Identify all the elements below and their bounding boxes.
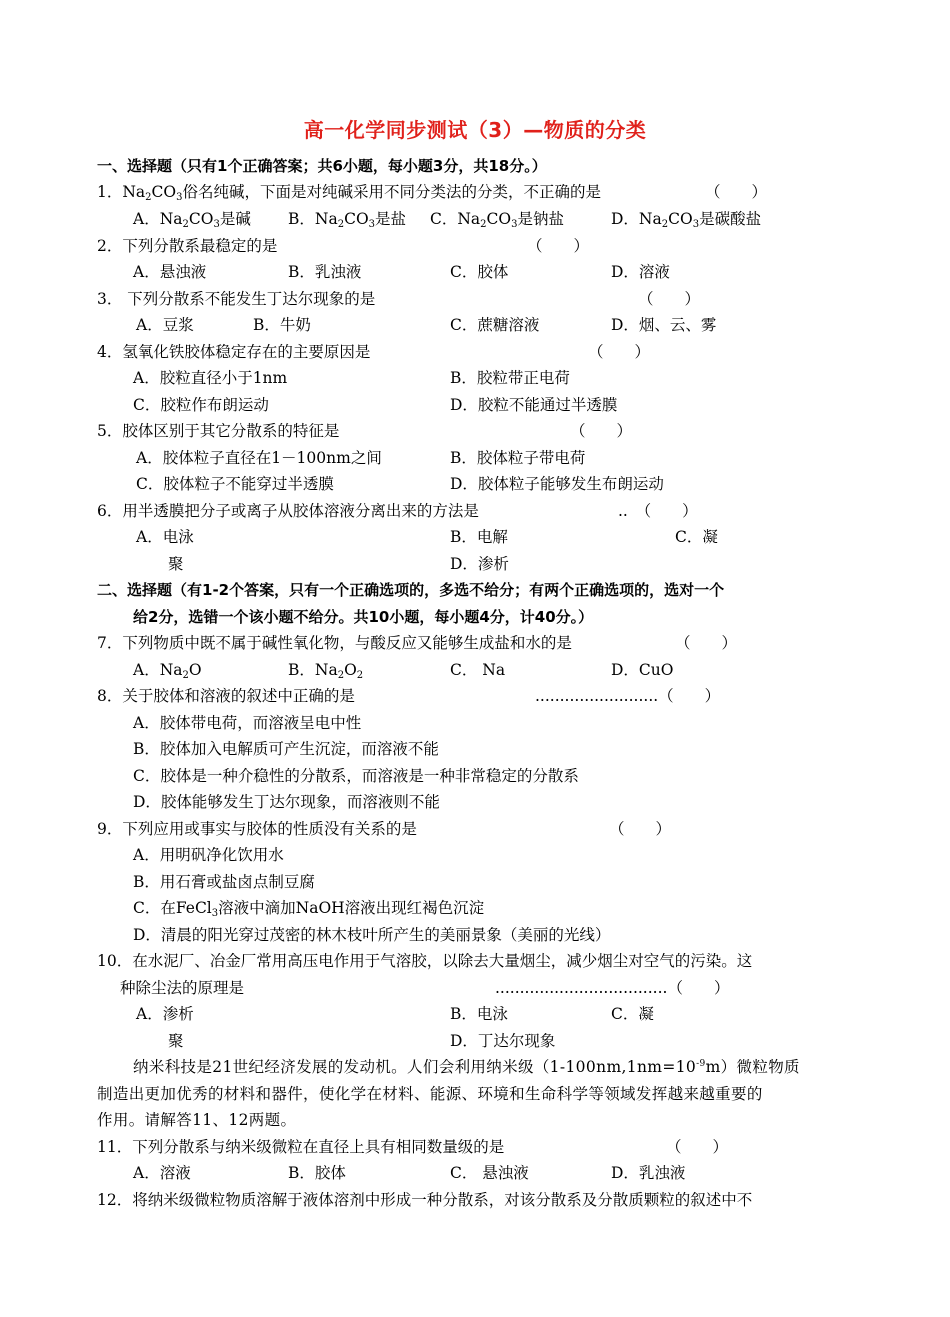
- question-2-option-d: D．溶液: [611, 263, 670, 281]
- question-7-option-b: B．$Na_2O_2$: [288, 661, 364, 681]
- question-4-option-a: A．胶粒直径小于1nm: [133, 369, 288, 387]
- question-11-answer-bracket: （ ）: [666, 1138, 729, 1156]
- question-5-answer-bracket: （ ）: [570, 422, 633, 440]
- question-11-stem: 11．下列分散系与纳米级微粒在直径上具有相同数量级的是: [97, 1138, 505, 1156]
- question-1-option-b: B．$Na_2CO_3$是盐: [288, 210, 407, 230]
- question-6-option-c-continued: 聚: [168, 555, 184, 573]
- section-2-header-line-2: 给2分，选错一个该小题不给分。共10小题，每小题4分，计40分。）: [133, 608, 594, 626]
- question-7-stem: 7．下列物质中既不属于碱性氧化物，与酸反应又能够生成盐和水的是: [97, 634, 572, 652]
- question-9-option-a: A．用明矾净化饮用水: [133, 846, 284, 864]
- question-3-option-c: C．蔗糖溶液: [450, 316, 540, 334]
- question-5-option-a: A．胶体粒子直径在1－100nm之间: [136, 449, 382, 467]
- question-5-option-c: C．胶体粒子不能穿过半透膜: [136, 475, 334, 493]
- question-1-stem: 1．$Na_2CO_3$俗名纯碱，下面是对纯碱采用不同分类法的分类，不正确的是: [97, 183, 602, 203]
- nano-paragraph-line-3: 作用。请解答11、12两题。: [97, 1111, 297, 1129]
- question-4-option-b: B．胶粒带正电荷: [450, 369, 570, 387]
- question-4-answer-bracket: （ ）: [588, 343, 651, 361]
- question-7-answer-bracket: （ ）: [675, 634, 738, 652]
- question-9-stem: 9．下列应用或事实与胶体的性质没有关系的是: [97, 820, 417, 838]
- question-3-answer-bracket: （ ）: [638, 290, 701, 308]
- question-1-option-c: C．$Na_2CO_3$是钠盐: [430, 210, 565, 230]
- question-8-stem: 8．关于胶体和溶液的叙述中正确的是: [97, 687, 355, 705]
- section-1-header: 一、选择题（只有1个正确答案；共6小题，每小题3分，共18分。）: [97, 157, 547, 175]
- question-6-stem: 6．用半透膜把分子或离子从胶体溶液分离出来的方法是: [97, 502, 479, 520]
- question-1-answer-bracket: （ ）: [705, 183, 768, 201]
- question-2-option-b: B．乳浊液: [288, 263, 362, 281]
- question-7-option-c: C． Na: [450, 661, 506, 679]
- question-11-option-b: B．胶体: [288, 1164, 346, 1182]
- question-10-option-b: B．电泳: [450, 1005, 508, 1023]
- section-2-header-line-1: 二、选择题（有1-2个答案，只有一个正确选项的，多选不给分；有两个正确选项的，选对一个: [97, 581, 725, 599]
- question-6-option-c: C．凝: [675, 528, 718, 546]
- page-title: 高一化学同步测试（3）—物质的分类: [303, 118, 647, 142]
- question-3-option-b: B．牛奶: [253, 316, 311, 334]
- question-3-stem: 3． 下列分散系不能发生丁达尔现象的是: [97, 290, 376, 308]
- question-10-stem-line-2: 种除尘法的原理是: [120, 979, 245, 997]
- question-6-option-d: D．渗析: [450, 555, 509, 573]
- question-10-option-d: D．丁达尔现象: [450, 1032, 556, 1050]
- question-1-option-a: A．$Na_2CO_3$是碱: [133, 210, 251, 230]
- question-10-answer-bracket: ...................................（ ）: [495, 979, 730, 997]
- question-4-option-d: D．胶粒不能通过半透膜: [450, 396, 618, 414]
- question-2-stem: 2．下列分散系最稳定的是: [97, 237, 278, 255]
- question-2-option-c: C．胶体: [450, 263, 509, 281]
- question-6-option-a: A．电泳: [136, 528, 194, 546]
- question-5-option-d: D．胶体粒子能够发生布朗运动: [450, 475, 664, 493]
- question-5-option-b: B．胶体粒子带电荷: [450, 449, 586, 467]
- question-10-option-a: A．渗析: [136, 1005, 194, 1023]
- question-9-option-b: B．用石膏或盐卤点制豆腐: [133, 873, 315, 891]
- question-5-stem: 5．胶体区别于其它分散系的特征是: [97, 422, 340, 440]
- question-11-option-a: A．溶液: [133, 1164, 191, 1182]
- question-2-option-a: A．悬浊液: [133, 263, 207, 281]
- question-4-option-c: C．胶粒作布朗运动: [133, 396, 269, 414]
- question-1-option-d: D．$Na_2CO_3$是碳酸盐: [611, 210, 762, 230]
- nano-paragraph-line-1: 纳米科技是21世纪经济发展的发动机。人们会利用纳米级$(1-100nm,1nm=10^{-9}m)$微粒物质: [133, 1058, 800, 1076]
- question-6-answer-bracket: .. （ ）: [618, 502, 698, 520]
- question-8-option-d: D．胶体能够发生丁达尔现象，而溶液则不能: [133, 793, 440, 811]
- question-9-option-c: C．在FeCl$_3$溶液中滴加NaOH溶液出现红褐色沉淀: [133, 899, 485, 919]
- question-7-option-a: A．$Na_2O$: [133, 661, 202, 681]
- question-11-option-c: C． 悬浊液: [450, 1164, 529, 1182]
- question-8-option-b: B．胶体加入电解质可产生沉淀，而溶液不能: [133, 740, 439, 758]
- question-8-option-c: C．胶体是一种介稳性的分散系，而溶液是一种非常稳定的分散系: [133, 767, 579, 785]
- question-8-answer-bracket: .........................（ ）: [535, 687, 721, 705]
- question-7-option-d: D．CuO: [611, 661, 674, 679]
- question-4-stem: 4．氢氧化铁胶体稳定存在的主要原因是: [97, 343, 371, 361]
- question-10-option-c-continued: 聚: [168, 1032, 184, 1050]
- question-3-option-d: D．烟、云、雾: [611, 316, 717, 334]
- question-12-stem: 12．将纳米级微粒物质溶解于液体溶剂中形成一种分散系，对该分散系及分散质颗粒的叙述中不: [97, 1191, 753, 1209]
- question-10-option-c: C．凝: [611, 1005, 654, 1023]
- question-8-option-a: A．胶体带电荷，而溶液呈电中性: [133, 714, 362, 732]
- question-3-option-a: A．豆浆: [136, 316, 194, 334]
- question-2-answer-bracket: （ ）: [527, 237, 590, 255]
- question-6-option-b: B．电解: [450, 528, 508, 546]
- question-11-option-d: D．乳浊液: [611, 1164, 686, 1182]
- question-9-answer-bracket: （ ）: [609, 820, 672, 838]
- question-10-stem-line-1: 10．在水泥厂、冶金厂常用高压电作用于气溶胶，以除去大量烟尘，减少烟尘对空气的污染。这: [97, 952, 753, 970]
- nano-paragraph-line-2: 制造出更加优秀的材料和器件，使化学在材料、能源、环境和生命科学等领域发挥越来越重要的: [97, 1085, 763, 1103]
- question-9-option-d: D．清晨的阳光穿过茂密的林木枝叶所产生的美丽景象（美丽的光线）: [133, 926, 611, 944]
